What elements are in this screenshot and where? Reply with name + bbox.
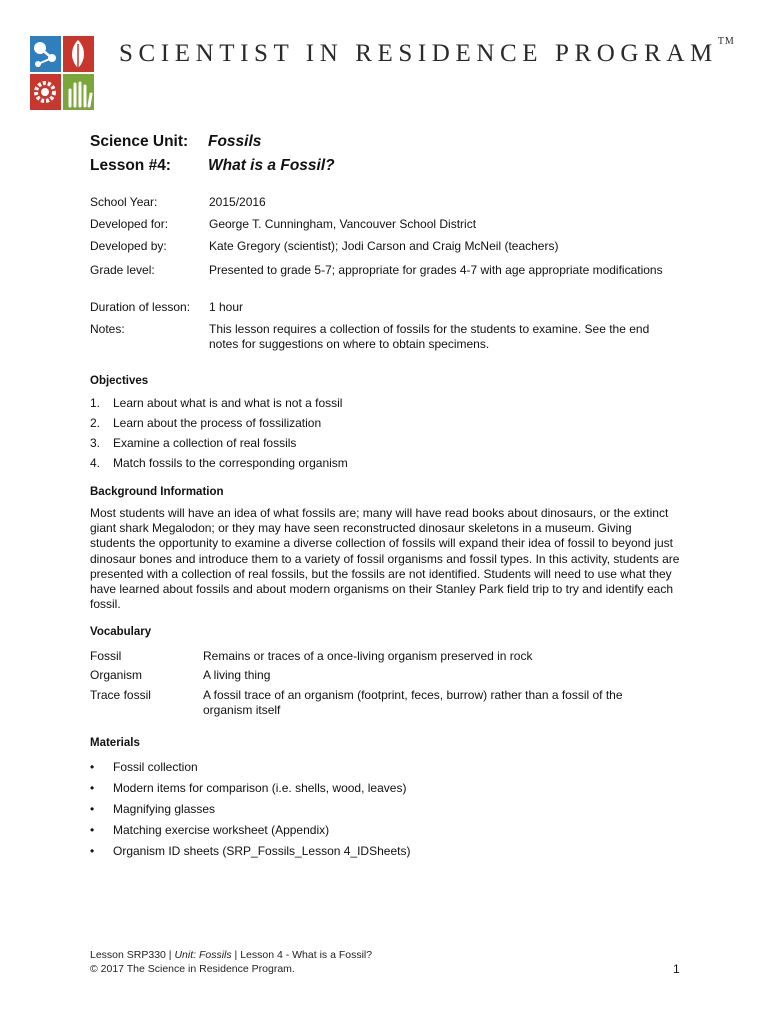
program-title <box>119 36 735 68</box>
lesson-value: What is a Fossil? <box>208 157 335 174</box>
vocab-term: Fossil <box>90 649 122 663</box>
meta-value: Kate Gregory (scientist); Jodi Carson and Craig McNeil (teachers) <box>209 239 559 253</box>
list-text: Organism ID sheets (SRP_Fossils_Lesson 4_IDSheets) <box>113 844 411 858</box>
vocabulary-heading: Vocabulary <box>90 626 152 638</box>
footer-line-1 <box>90 948 372 962</box>
science-unit-label: Science Unit: <box>90 133 189 150</box>
list-item <box>90 802 215 816</box>
bullet: • <box>90 760 95 774</box>
list-text: Modern items for comparison (i.e. shells, wood, leaves) <box>113 781 407 795</box>
meta-value: This lesson requires a collection of fossils for the students to examine. See the end notes for suggestions on where to obtain specimens. <box>209 322 650 351</box>
list-text: Learn about the process of fossilization <box>113 416 322 430</box>
lesson-row <box>90 157 335 175</box>
meta-value: 1 hour <box>209 300 244 314</box>
list-text: Matching exercise worksheet (Appendix) <box>113 823 330 837</box>
footer-unit: Unit: Fossils <box>174 949 232 961</box>
meta-key: Notes: <box>90 322 125 336</box>
background-heading: Background Information <box>90 486 224 498</box>
objectives-heading: Objectives <box>90 375 149 387</box>
list-number: 3. <box>90 436 101 450</box>
program-title-text: SCIENTIST IN RESIDENCE PROGRAM <box>119 40 718 67</box>
lesson-label: Lesson #4: <box>90 157 171 174</box>
trademark: TM <box>717 36 735 47</box>
list-item <box>90 416 321 430</box>
meta-key: Grade level: <box>90 263 155 277</box>
list-number: 4. <box>90 456 101 470</box>
meta-key: School Year: <box>90 195 158 209</box>
footer-prefix: Lesson SRP330 | <box>90 949 175 961</box>
vocab-definition: A fossil trace of an organism (footprint, feces, burrow) rather than a fossil of the organism itself <box>203 688 623 717</box>
list-item <box>90 823 329 837</box>
page-number: 1 <box>673 962 680 976</box>
meta-key: Developed by: <box>90 239 167 253</box>
list-item <box>90 844 410 858</box>
list-item <box>90 456 348 470</box>
footer-suffix: | Lesson 4 - What is a Fossil? <box>231 949 373 961</box>
list-text: Fossil collection <box>113 760 198 774</box>
bullet: • <box>90 823 95 837</box>
vocab-definition: Remains or traces of a once-living organism preserved in rock <box>203 649 533 663</box>
list-item <box>90 781 406 795</box>
footer-copyright: © 2017 The Science in Residence Program. <box>90 963 295 975</box>
list-item <box>90 436 296 450</box>
list-item <box>90 396 342 410</box>
meta-value: Presented to grade 5-7; appropriate for grades 4-7 with age appropriate modifications <box>209 263 663 277</box>
meta-value: George T. Cunningham, Vancouver School District <box>209 217 477 231</box>
science-unit-row <box>90 133 261 151</box>
background-paragraph: Most students will have an idea of what fossils are; many will have read books about dinosaurs, or the extinct giant shark Megalodon; or they may have seen reconstructed dinosaur skeletons in a museum. Giving students the opportunity to examine a diverse collection of fossils will expand their idea of fossil to beyond just dinosaur bones and introduce them to a variety of fossil organisms and fossil types. In this activity, students are presented with a collection of real fossils, but the fossils are not identified. Students will need to use what they have learned about fossils and about modern organisms on their Stanley Park field trip to try and identify each fossil. <box>90 506 680 612</box>
meta-key: Duration of lesson: <box>90 300 191 314</box>
materials-heading: Materials <box>90 737 140 749</box>
bullet: • <box>90 802 95 816</box>
list-number: 1. <box>90 396 101 410</box>
vocab-definition: A living thing <box>203 668 271 682</box>
meta-key: Developed for: <box>90 217 169 231</box>
vocab-term: Trace fossil <box>90 688 151 702</box>
vocab-term: Organism <box>90 668 143 682</box>
meta-value: 2015/2016 <box>209 195 266 209</box>
list-text: Learn about what is and what is not a fossil <box>113 396 343 410</box>
list-text: Examine a collection of real fossils <box>113 436 297 450</box>
list-text: Match fossils to the corresponding organism <box>113 456 348 470</box>
science-unit-value: Fossils <box>208 133 262 150</box>
page-footer <box>90 948 372 976</box>
list-text: Magnifying glasses <box>113 802 216 816</box>
list-item <box>90 760 198 774</box>
program-logo <box>28 34 96 112</box>
bullet: • <box>90 844 95 858</box>
list-number: 2. <box>90 416 101 430</box>
bullet: • <box>90 781 95 795</box>
